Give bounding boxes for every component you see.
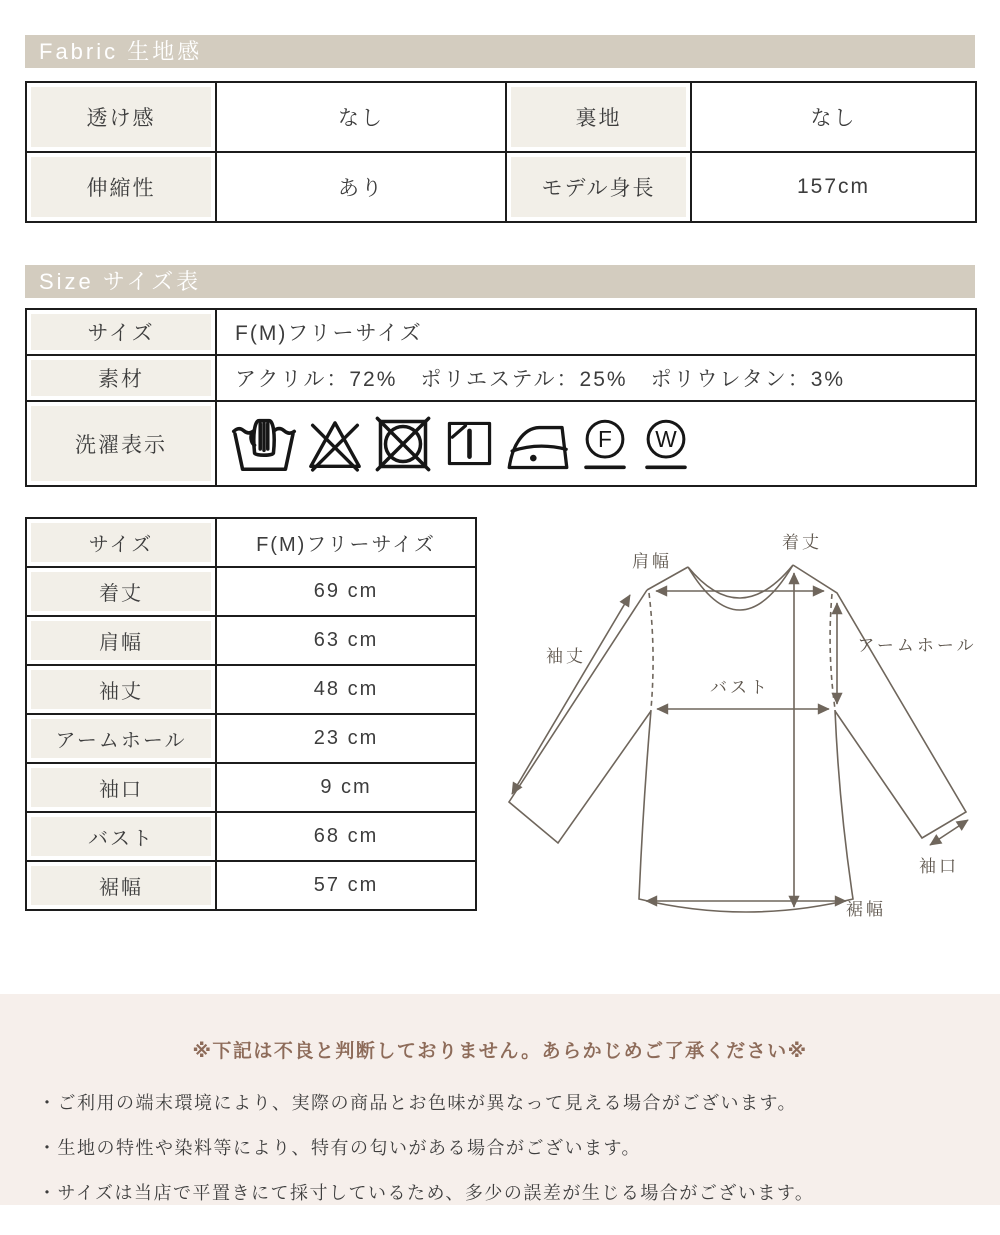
length-label: 着丈: [26, 567, 216, 616]
do-not-bleach-icon: [306, 415, 364, 473]
diagram-hem-label: 裾幅: [846, 900, 886, 919]
garment-diagram: [480, 505, 1000, 955]
stretch-value: あり: [216, 152, 506, 222]
material-label: 素材: [26, 355, 216, 401]
shoulder-label: 肩幅: [26, 616, 216, 665]
bust-value: 68 cm: [216, 812, 476, 861]
armhole-label: アームホール: [26, 714, 216, 763]
care-row: [26, 401, 976, 486]
list-item: ・サイズは当店で平置きにて採寸しているため、多少の誤差が生じる場合がございます。: [38, 1183, 815, 1203]
measurements-table: [25, 517, 477, 911]
notes-list: [38, 1089, 962, 1205]
table-row: [26, 616, 476, 665]
material-value: アクリル：72% ポリエステル：25% ポリウレタン：3%: [216, 355, 976, 401]
garment-outline: [509, 565, 966, 912]
care-symbols: [217, 414, 975, 474]
length-value: 69 cm: [216, 567, 476, 616]
table-row: [26, 861, 476, 910]
sheerness-label: 透け感: [26, 82, 216, 152]
svg-text:F: F: [598, 425, 612, 452]
model-height-value: 157cm: [691, 152, 976, 222]
care-label: 洗濯表示: [26, 401, 216, 486]
material-row: [26, 355, 976, 401]
notes-section: [0, 994, 1000, 1205]
list-item: ・ご利用の端末環境により、実際の商品とお色味が異なって見える場合がございます。: [38, 1093, 798, 1113]
lining-label: 裏地: [506, 82, 691, 152]
size-label: サイズ: [26, 309, 216, 355]
fabric-row: [26, 152, 976, 222]
model-height-label: モデル身長: [506, 152, 691, 222]
list-item: ・生地の特性や染料等により、特有の匂いがある場合がございます。: [38, 1138, 642, 1158]
cuff-value: 9 cm: [216, 763, 476, 812]
table-row: [26, 567, 476, 616]
measure-head-value: F(M)フリーサイズ: [216, 518, 476, 567]
sleeve-length-value: 48 cm: [216, 665, 476, 714]
size-info-table: [25, 308, 977, 487]
bust-label: バスト: [26, 812, 216, 861]
diagram-armhole-label: アームホール: [857, 636, 977, 655]
hang-dry-in-shade-icon: [442, 416, 497, 471]
dry-clean-F-gentle-icon: [579, 416, 631, 472]
fabric-table: [25, 81, 977, 223]
sheerness-value: なし: [216, 82, 506, 152]
fabric-row: [26, 82, 976, 152]
diagram-shoulder-label: 肩幅: [632, 552, 672, 571]
fabric-section-header: Fabric 生地感: [25, 35, 975, 68]
shoulder-value: 63 cm: [216, 616, 476, 665]
iron-low-one-dot-icon: [506, 417, 570, 471]
table-row: [26, 812, 476, 861]
stretch-label: 伸縮性: [26, 152, 216, 222]
hem-width-label: 裾幅: [26, 861, 216, 910]
diagram-sleeve-label: 袖丈: [546, 647, 586, 666]
cuff-label: 袖口: [26, 763, 216, 812]
table-row: [26, 763, 476, 812]
diagram-cuff-label: 袖口: [919, 857, 959, 876]
table-row: [26, 714, 476, 763]
size-row: [26, 309, 976, 355]
do-not-tumble-dry-icon: [373, 414, 433, 474]
size-section-header: Size サイズ表: [25, 265, 975, 298]
svg-text:W: W: [655, 425, 677, 452]
armhole-value: 23 cm: [216, 714, 476, 763]
notes-heading: ※下記は不良と判断しておりません。あらかじめご了承ください※: [192, 1041, 808, 1062]
diagram-bust-label: バスト: [710, 678, 770, 697]
size-value: F(M)フリーサイズ: [216, 309, 976, 355]
lining-value: なし: [691, 82, 976, 152]
measure-head-label: サイズ: [26, 518, 216, 567]
diagram-length-label: 着丈: [782, 533, 822, 552]
measurement-arrows: [512, 573, 968, 907]
measurements-section: [0, 517, 1000, 967]
table-row: [26, 518, 476, 567]
table-row: [26, 665, 476, 714]
wet-clean-W-gentle-icon: [640, 416, 692, 472]
hand-wash-icon: [231, 415, 297, 473]
hem-width-value: 57 cm: [216, 861, 476, 910]
sleeve-length-label: 袖丈: [26, 665, 216, 714]
